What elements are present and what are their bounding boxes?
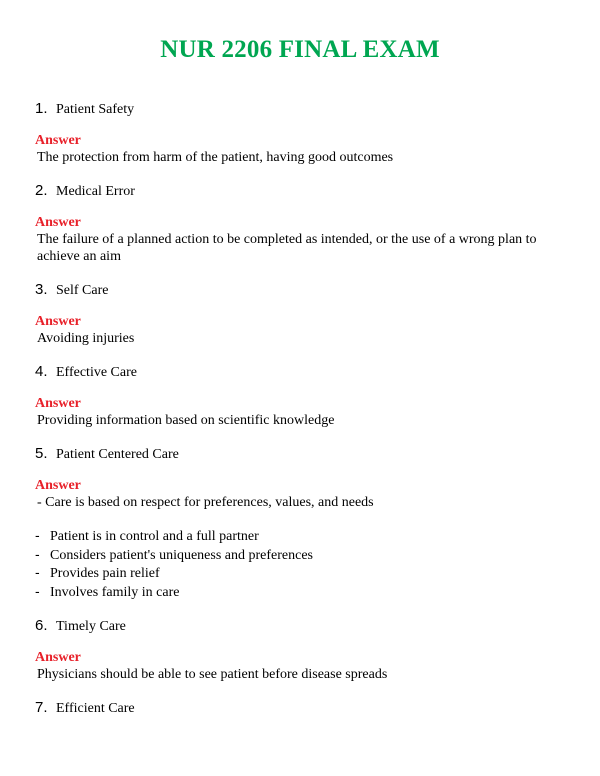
- question-term: Self Care: [56, 283, 109, 298]
- question-block: [35, 617, 570, 683]
- answer-text: The failure of a planned action to be completed as intended, or the use of a wrong plan to achieve an aim: [37, 232, 537, 264]
- bullet-dash-icon: -: [35, 545, 40, 562]
- question-row: [35, 182, 570, 201]
- question-row: [35, 699, 570, 718]
- question-row: [35, 100, 570, 119]
- answer-label: Answer: [35, 215, 81, 230]
- answer-bullet-list: [35, 527, 570, 601]
- question-term: Patient Safety: [56, 102, 135, 117]
- question-number: 2.: [35, 182, 48, 199]
- question-term: Effective Care: [56, 365, 137, 380]
- bullet-dash-icon: -: [35, 564, 40, 580]
- question-row: [35, 363, 570, 382]
- answer-label: Answer: [35, 650, 81, 665]
- question-block: [35, 182, 570, 265]
- bullet-text: Provides pain relief: [50, 566, 160, 581]
- bullet-text: Patient is in control and a full partner: [50, 529, 259, 544]
- bullet-dash-icon: -: [35, 527, 40, 543]
- question-term: Efficient Care: [56, 701, 135, 716]
- answer-text: - Care is based on respect for preferences, values, and needs: [37, 495, 374, 510]
- question-block: [35, 445, 570, 601]
- answer-label: Answer: [35, 314, 81, 329]
- list-item: [35, 564, 570, 583]
- list-item: [35, 583, 570, 602]
- bullet-text: Involves family in care: [50, 584, 180, 600]
- answer-label: Answer: [35, 396, 81, 411]
- bullet-dash-icon: -: [35, 582, 40, 599]
- answer-label: Answer: [35, 478, 81, 493]
- answer-text: Providing information based on scientific knowledge: [37, 413, 335, 428]
- question-row: [35, 445, 570, 464]
- list-item: [35, 546, 570, 565]
- answer-label: Answer: [35, 133, 81, 148]
- question-number: 6.: [35, 617, 48, 634]
- list-item: [35, 527, 570, 546]
- bullet-text: Considers patient's uniqueness and preferences: [50, 547, 313, 563]
- page-title: NUR 2206 FINAL EXAM: [160, 36, 440, 63]
- question-term: Medical Error: [56, 184, 135, 199]
- answer-text: Physicians should be able to see patient before disease spreads: [37, 667, 388, 682]
- question-block: [35, 100, 570, 166]
- answer-text: The protection from harm of the patient, having good outcomes: [37, 150, 394, 165]
- question-number: 1.: [35, 100, 48, 117]
- question-block: [35, 363, 570, 429]
- question-number: 4.: [35, 363, 48, 380]
- question-number: 5.: [35, 445, 48, 462]
- question-block: [35, 281, 570, 347]
- question-term: Timely Care: [56, 619, 126, 634]
- exam-content: [35, 100, 570, 734]
- question-number: 7.: [35, 699, 48, 716]
- question-term: Patient Centered Care: [56, 447, 179, 462]
- question-number: 3.: [35, 281, 48, 298]
- answer-text: Avoiding injuries: [37, 331, 135, 346]
- question-row: [35, 617, 570, 636]
- question-row: [35, 281, 570, 300]
- question-block: [35, 699, 570, 718]
